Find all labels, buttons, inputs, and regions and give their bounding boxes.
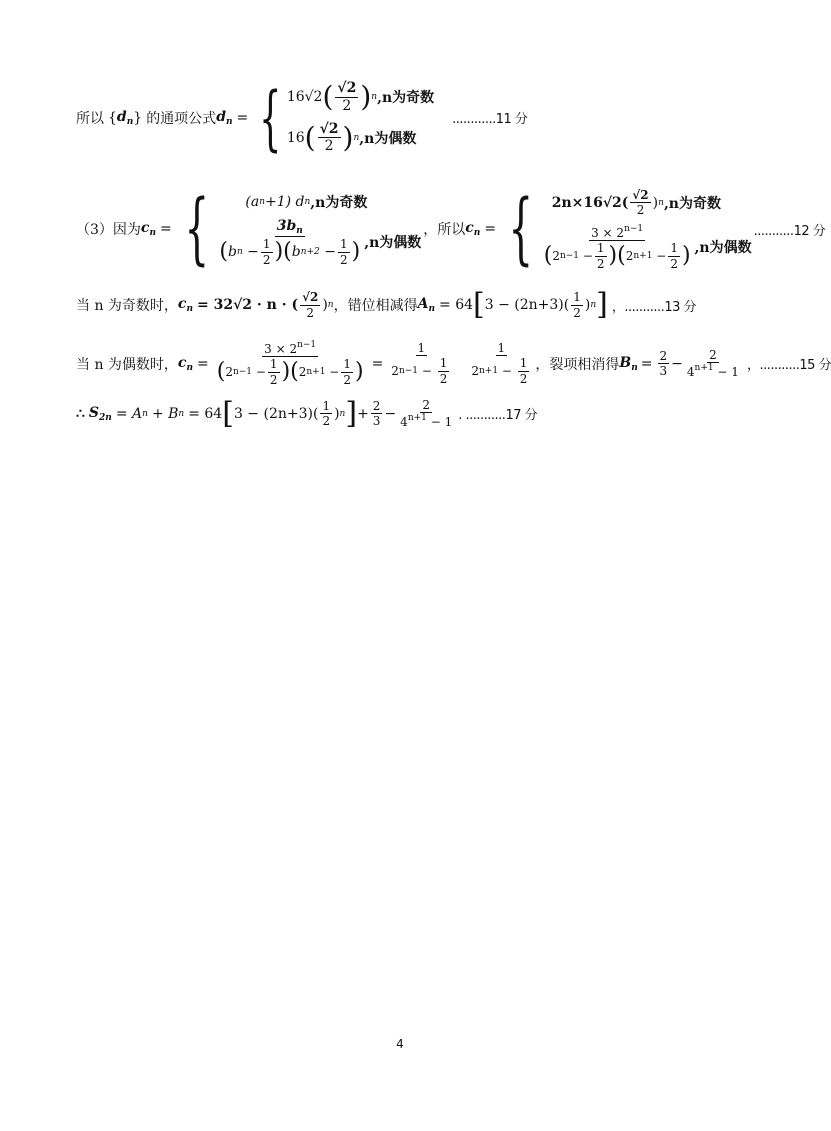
score-12: ...........12 分 xyxy=(753,223,826,239)
cases-cn xyxy=(215,192,421,268)
sequence-d: $d_n$ xyxy=(116,108,134,127)
formula-line-dn xyxy=(76,76,528,159)
therefore-symbol: ∴ xyxy=(76,405,85,422)
text-prefix: （3）因为 xyxy=(76,222,141,239)
case-even: 16 ( $\frac{√2}{2}$ ) n ,n为偶数 xyxy=(286,120,417,155)
score-13: ，...........13 分 xyxy=(611,299,696,315)
text-prefix: 所以 xyxy=(76,110,104,127)
cases xyxy=(287,80,434,155)
score-15: ，...........15 分 xyxy=(746,358,831,374)
left-brace: { xyxy=(184,184,209,275)
cases-cn-rhs xyxy=(540,188,752,271)
left-brace-2: { xyxy=(508,184,534,275)
case-odd: (a n +1) d n ,n为奇数 xyxy=(245,193,368,211)
formula-line-cn: （3）因为 $c_n$ = { (a n +1) d n ,n为奇数 $3b_n$ ( b n − $\frac{1}{2}$ )( b n+2 − $\frac{1}{2}$ ) ,n为偶数 ，所以 $c_n$ = { 2n×16√2( $\frac{√2}{2}$ ) n ,n为奇数 $3 \times 2^{n-1}$ ( 2 n−1 − $\frac{1}{2}$ )( 2 n+1 − $\frac{1}{2}$ ) ,n为偶数 ...........12 分 xyxy=(76,184,826,275)
text-mid: 的通项公式 xyxy=(146,110,217,127)
lhs-d: $d_n$ xyxy=(216,108,233,127)
formula-line-sum: ∴ $S_{2n}$ = A n + B n = 64 [ 3 − (2n+3)( $\frac{1}{2}$ ) n ] + $\frac{2}{3}$ − $\frac{2}{4^{n+1} - 1}$ . ...........17 分 xyxy=(76,395,538,431)
rhs-case-even: $3 \times 2^{n-1}$ ( 2 n−1 − $\frac{1}{2}$ )( 2 n+1 − $\frac{1}{2}$ ) ,n为偶数 xyxy=(543,223,752,271)
score-17: . ...........17 分 xyxy=(458,408,538,424)
score-11: ............11 分 xyxy=(452,112,528,128)
set-open: { xyxy=(108,109,117,126)
equals: = xyxy=(236,109,249,126)
rhs-case-odd: 2n×16√2( $\frac{√2}{2}$ ) n ,n为奇数 xyxy=(551,188,721,218)
case-even: $3b_n$ ( b n − $\frac{1}{2}$ )( b n+2 − $\frac{1}{2}$ ) ,n为偶数 xyxy=(219,217,422,267)
formula-line-even: 当 n 为偶数时， $c_n$ = $3 \times 2^{n-1}$ ( 2 n−1 − $\frac{1}{2}$ )( 2 n+1 − $\frac{1}{2}$ ) = 1 2 n−1 − $\frac{1}{2}$ 1 2 n+1 − $\frac{1}{2}$ ，裂项相消得 $B_n$ = $\frac{2}{3}$ − $\frac{2}{4^{n+1} - 1}$ ，...........15 分 xyxy=(76,340,831,387)
page-number: 4 xyxy=(396,1037,404,1051)
left-brace: { xyxy=(259,76,282,159)
case-odd: 16√2 ( $\frac{√2}{2}$ ) n ,n为奇数 xyxy=(286,80,435,114)
formula-line-odd: 当 n 为奇数时， $c_n$ = 32√2 · n · ( $\frac{√2}{2}$ ) n ，错位相减得 $A_n$ = 64 [ 3 − (2n+3)( $\frac{1}{2}$ ) n ] ，...........13 分 xyxy=(76,287,696,322)
text-mid: ，所以 xyxy=(423,222,466,239)
text-prefix: 当 n 为奇数时， xyxy=(76,298,178,314)
set-close: } xyxy=(133,109,143,126)
lhs-c: $c_n$ xyxy=(140,220,156,239)
text-prefix: 当 n 为偶数时， xyxy=(76,356,178,373)
